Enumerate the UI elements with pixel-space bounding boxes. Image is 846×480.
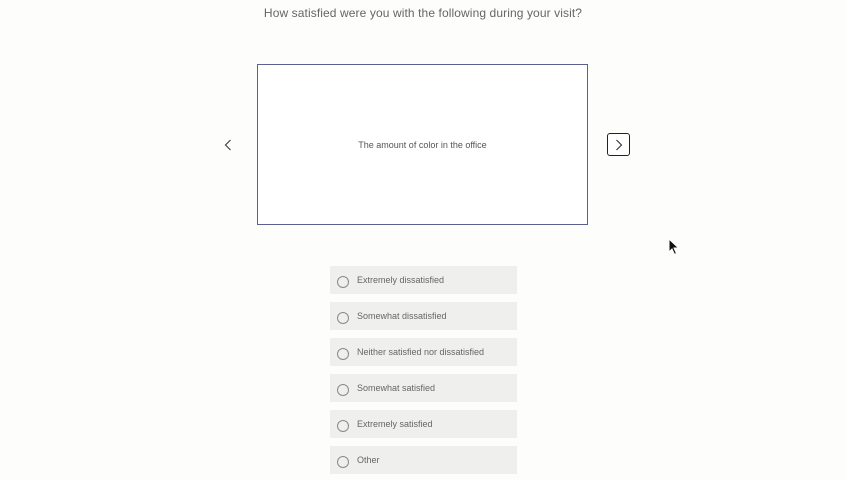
option-label: Extremely dissatisfied [357,275,445,285]
statement-text: The amount of color in the office [358,139,487,150]
radio-button[interactable] [337,456,349,468]
radio-button[interactable] [337,312,349,324]
option-extremely-satisfied[interactable] [330,410,517,438]
radio-button[interactable] [337,420,349,432]
option-label: Other [357,455,380,465]
question-title: How satisfied were you with the following during your visit? [263,6,583,20]
option-neither[interactable] [330,338,517,366]
option-label: Somewhat dissatisfied [357,311,447,321]
next-button[interactable] [607,133,630,156]
radio-button[interactable] [337,276,349,288]
statement-card [257,64,588,225]
option-somewhat-dissatisfied[interactable] [330,302,517,330]
mouse-cursor-icon [668,238,680,256]
chevron-right-icon [615,139,623,151]
radio-button[interactable] [337,384,349,396]
chevron-left-icon [224,139,232,151]
option-label: Extremely satisfied [357,419,433,429]
option-other[interactable] [330,446,517,474]
option-somewhat-satisfied[interactable] [330,374,517,402]
option-label: Somewhat satisfied [357,383,436,393]
previous-button[interactable] [220,137,236,153]
option-label: Neither satisfied nor dissatisfied [357,347,485,357]
option-extremely-dissatisfied[interactable] [330,266,517,294]
answer-options [330,266,517,480]
radio-button[interactable] [337,348,349,360]
